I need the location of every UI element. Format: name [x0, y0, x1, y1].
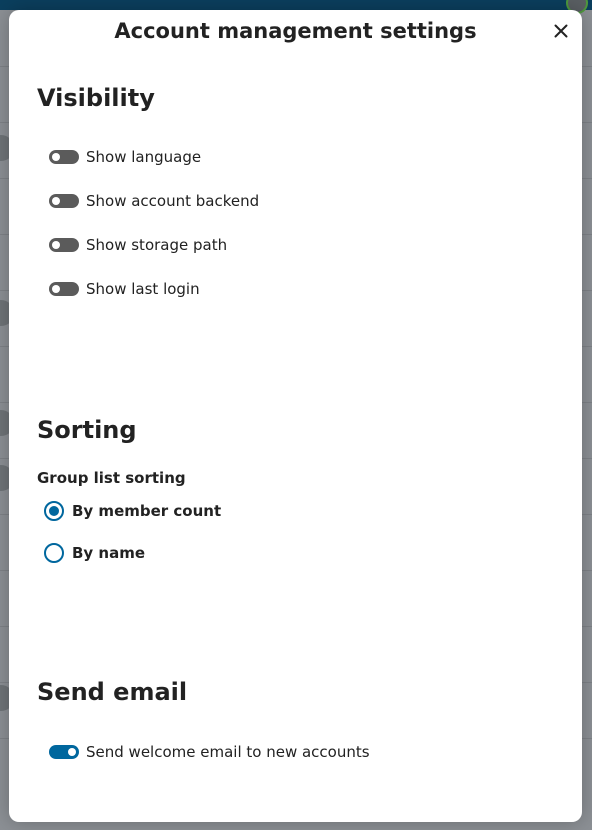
- toggle-label: Show account backend: [86, 192, 260, 210]
- visibility-heading: Visibility: [37, 84, 155, 112]
- toggle-send-welcome-email[interactable]: [49, 740, 370, 764]
- close-button[interactable]: [546, 16, 576, 46]
- toggle-show-account-backend[interactable]: [49, 189, 259, 213]
- toggle-show-last-login[interactable]: [49, 277, 200, 301]
- toggle-label: Show language: [86, 148, 202, 166]
- radio-label: By name: [72, 544, 146, 562]
- close-icon: [554, 24, 568, 38]
- radio-button-checked[interactable]: [44, 501, 64, 521]
- sorting-heading: Sorting: [37, 416, 137, 444]
- radio-by-member-count[interactable]: [44, 499, 221, 523]
- switch-on[interactable]: [49, 745, 79, 759]
- toggle-label: Show storage path: [86, 236, 228, 254]
- group-list-sorting-label: Group list sorting: [37, 469, 186, 487]
- toggle-show-language[interactable]: [49, 145, 201, 169]
- background-header: [0, 0, 592, 10]
- toggle-show-storage-path[interactable]: [49, 233, 227, 257]
- switch-off[interactable]: [49, 150, 79, 164]
- switch-off[interactable]: [49, 282, 79, 296]
- radio-button[interactable]: [44, 543, 64, 563]
- switch-off[interactable]: [49, 194, 79, 208]
- radio-by-name[interactable]: [44, 541, 145, 565]
- toggle-label: Send welcome email to new accounts: [86, 743, 370, 761]
- radio-label: By member count: [72, 502, 222, 520]
- settings-dialog: [9, 10, 582, 822]
- send-email-heading: Send email: [37, 678, 188, 706]
- toggle-label: Show last login: [86, 280, 200, 298]
- switch-off[interactable]: [49, 238, 79, 252]
- dialog-title: Account management settings: [114, 19, 477, 43]
